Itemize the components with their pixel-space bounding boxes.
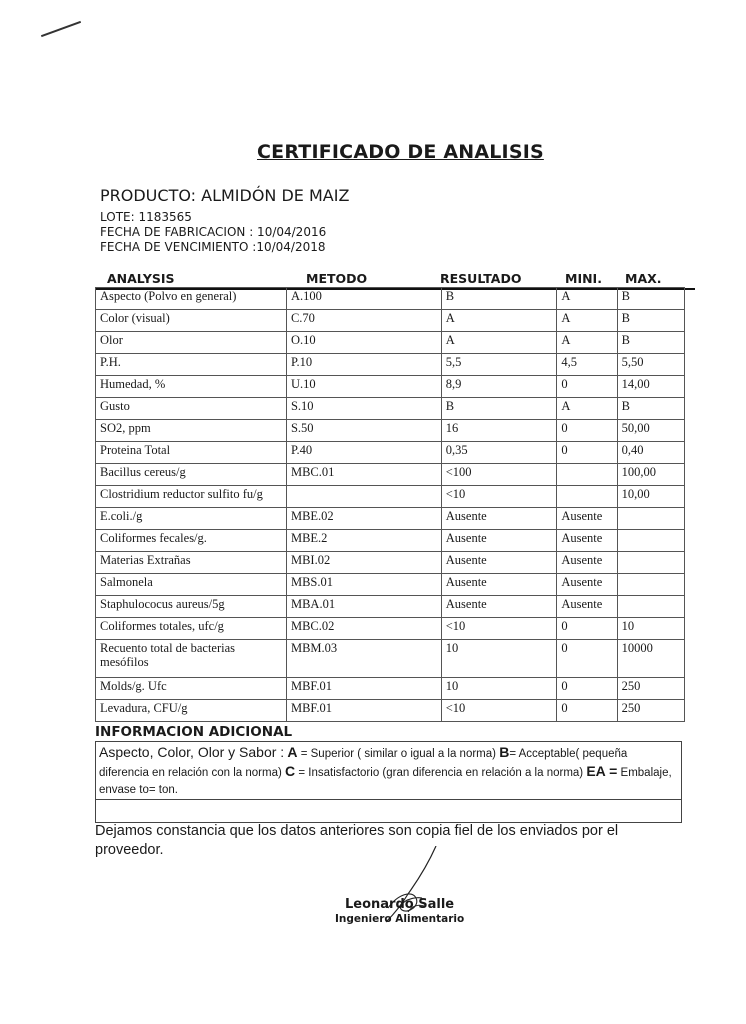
min-cell: A bbox=[557, 310, 617, 332]
legend-text bbox=[99, 744, 677, 799]
header-analysis: ANALYSIS bbox=[107, 271, 175, 286]
result-cell: B bbox=[441, 288, 557, 310]
header-mini: MINI. bbox=[565, 271, 602, 286]
legend-c-key: C bbox=[285, 763, 296, 779]
table-row bbox=[96, 618, 685, 640]
method-cell: MBF.01 bbox=[286, 700, 441, 722]
result-cell: Ausente bbox=[441, 530, 557, 552]
table-row bbox=[96, 354, 685, 376]
result-cell: <100 bbox=[441, 464, 557, 486]
table-row bbox=[96, 288, 685, 310]
table-row bbox=[96, 640, 685, 678]
max-cell: 50,00 bbox=[617, 420, 684, 442]
table-row bbox=[96, 376, 685, 398]
max-cell: 14,00 bbox=[617, 376, 684, 398]
min-cell: 4,5 bbox=[557, 354, 617, 376]
result-cell: Ausente bbox=[441, 596, 557, 618]
result-cell: Ausente bbox=[441, 574, 557, 596]
max-cell: B bbox=[617, 332, 684, 354]
header-resultado: RESULTADO bbox=[440, 271, 522, 286]
method-cell: S.50 bbox=[286, 420, 441, 442]
table-row bbox=[96, 486, 685, 508]
table-row bbox=[96, 420, 685, 442]
analysis-cell: Coliformes totales, ufc/g bbox=[96, 618, 287, 640]
signer-name: Leonardo Salle bbox=[345, 897, 455, 912]
analysis-cell: Staphulococus aureus/5g bbox=[96, 596, 287, 618]
method-cell: P.10 bbox=[286, 354, 441, 376]
min-cell: Ausente bbox=[557, 552, 617, 574]
expiration-date: FECHA DE VENCIMIENTO :10/04/2018 bbox=[100, 240, 326, 254]
legend-b-key: B bbox=[499, 744, 510, 760]
legend-a-key: A bbox=[287, 744, 298, 760]
method-cell: O.10 bbox=[286, 332, 441, 354]
max-cell: 10000 bbox=[617, 640, 684, 678]
analysis-cell: Clostridium reductor sulfito fu/g bbox=[96, 486, 287, 508]
analysis-cell: SO2, ppm bbox=[96, 420, 287, 442]
max-cell bbox=[617, 508, 684, 530]
result-cell: 0,35 bbox=[441, 442, 557, 464]
min-cell: A bbox=[557, 288, 617, 310]
analysis-table bbox=[95, 287, 685, 722]
signer-role: Ingeniero Alimentario bbox=[335, 913, 465, 925]
statement-text: Dejamos constancia que los datos anteriores son copia fiel de los enviados por el proveedor. bbox=[95, 823, 619, 858]
min-cell bbox=[557, 464, 617, 486]
table-row bbox=[96, 310, 685, 332]
result-cell: 10 bbox=[441, 640, 557, 678]
min-cell: A bbox=[557, 332, 617, 354]
max-cell bbox=[617, 596, 684, 618]
analysis-cell: Humedad, % bbox=[96, 376, 287, 398]
min-cell: Ausente bbox=[557, 574, 617, 596]
method-cell: A.100 bbox=[286, 288, 441, 310]
table-row bbox=[96, 596, 685, 618]
table-row bbox=[96, 700, 685, 722]
max-cell: 100,00 bbox=[617, 464, 684, 486]
additional-info-title: INFORMACION ADICIONAL bbox=[95, 724, 293, 740]
table-row bbox=[96, 574, 685, 596]
min-cell: 0 bbox=[557, 640, 617, 678]
min-cell: Ausente bbox=[557, 508, 617, 530]
result-cell: 16 bbox=[441, 420, 557, 442]
method-cell: S.10 bbox=[286, 398, 441, 420]
scan-pen-mark bbox=[41, 21, 81, 37]
method-cell: MBI.02 bbox=[286, 552, 441, 574]
analysis-cell: Gusto bbox=[96, 398, 287, 420]
method-cell: MBE.02 bbox=[286, 508, 441, 530]
max-cell bbox=[617, 574, 684, 596]
box-divider bbox=[96, 799, 681, 800]
analysis-cell: P.H. bbox=[96, 354, 287, 376]
table-row bbox=[96, 530, 685, 552]
analysis-cell: Bacillus cereus/g bbox=[96, 464, 287, 486]
analysis-cell: Color (visual) bbox=[96, 310, 287, 332]
header-metodo: METODO bbox=[306, 271, 368, 286]
table-row bbox=[96, 332, 685, 354]
min-cell: Ausente bbox=[557, 530, 617, 552]
method-cell: MBS.01 bbox=[286, 574, 441, 596]
max-cell: 5,50 bbox=[617, 354, 684, 376]
result-cell: Ausente bbox=[441, 508, 557, 530]
method-cell: C.70 bbox=[286, 310, 441, 332]
table-row bbox=[96, 678, 685, 700]
min-cell: Ausente bbox=[557, 596, 617, 618]
analysis-cell: Aspecto (Polvo en general) bbox=[96, 288, 287, 310]
max-cell: B bbox=[617, 398, 684, 420]
analysis-cell: Proteina Total bbox=[96, 442, 287, 464]
method-cell: MBA.01 bbox=[286, 596, 441, 618]
analysis-cell: Olor bbox=[96, 332, 287, 354]
min-cell: A bbox=[557, 398, 617, 420]
analysis-cell: Salmonela bbox=[96, 574, 287, 596]
max-cell bbox=[617, 552, 684, 574]
lot-number: LOTE: 1183565 bbox=[100, 210, 192, 224]
product-name: PRODUCTO: ALMIDÓN DE MAIZ bbox=[100, 186, 350, 205]
max-cell: 250 bbox=[617, 678, 684, 700]
min-cell: 0 bbox=[557, 420, 617, 442]
min-cell bbox=[557, 486, 617, 508]
method-cell bbox=[286, 486, 441, 508]
table-row bbox=[96, 508, 685, 530]
method-cell: MBE.2 bbox=[286, 530, 441, 552]
method-cell: MBM.03 bbox=[286, 640, 441, 678]
analysis-cell: Materias Extrañas bbox=[96, 552, 287, 574]
min-cell: 0 bbox=[557, 376, 617, 398]
document-title: CERTIFICADO DE ANALISIS bbox=[257, 141, 544, 163]
analysis-cell: E.coli./g bbox=[96, 508, 287, 530]
analysis-cell: Coliformes fecales/g. bbox=[96, 530, 287, 552]
analysis-cell: Molds/g. Ufc bbox=[96, 678, 287, 700]
legend-ea-key: EA = bbox=[586, 763, 618, 779]
legend-ea-text: Embalaje, envase to= ton. bbox=[99, 767, 672, 796]
result-cell: A bbox=[441, 310, 557, 332]
method-cell: MBF.01 bbox=[286, 678, 441, 700]
max-cell: 10,00 bbox=[617, 486, 684, 508]
min-cell: 0 bbox=[557, 442, 617, 464]
legend-a-text: = Superior ( similar o igual a la norma) bbox=[297, 748, 500, 760]
max-cell: 250 bbox=[617, 700, 684, 722]
header-max: MAX. bbox=[625, 271, 662, 286]
method-cell: P.40 bbox=[286, 442, 441, 464]
result-cell: A bbox=[441, 332, 557, 354]
analysis-cell: Levadura, CFU/g bbox=[96, 700, 287, 722]
max-cell: B bbox=[617, 288, 684, 310]
method-cell: MBC.01 bbox=[286, 464, 441, 486]
legend-intro: Aspecto, Color, Olor y Sabor : bbox=[99, 744, 285, 760]
result-cell: Ausente bbox=[441, 552, 557, 574]
max-cell bbox=[617, 530, 684, 552]
max-cell: 0,40 bbox=[617, 442, 684, 464]
result-cell: 5,5 bbox=[441, 354, 557, 376]
table-row bbox=[96, 552, 685, 574]
result-cell: B bbox=[441, 398, 557, 420]
result-cell: <10 bbox=[441, 486, 557, 508]
min-cell: 0 bbox=[557, 678, 617, 700]
method-cell: U.10 bbox=[286, 376, 441, 398]
legend-b-text: = Acceptable( pequeña diferencia en relación con la norma) bbox=[99, 748, 628, 779]
result-cell: <10 bbox=[441, 700, 557, 722]
min-cell: 0 bbox=[557, 700, 617, 722]
legend-c-text: = Insatisfactorio (gran diferencia en relación a la norma) bbox=[295, 767, 587, 779]
table-row bbox=[96, 464, 685, 486]
manufacture-date: FECHA DE FABRICACION : 10/04/2016 bbox=[100, 225, 327, 239]
max-cell: B bbox=[617, 310, 684, 332]
max-cell: 10 bbox=[617, 618, 684, 640]
min-cell: 0 bbox=[557, 618, 617, 640]
result-cell: <10 bbox=[441, 618, 557, 640]
analysis-cell: Recuento total de bacterias mesófilos bbox=[96, 640, 287, 678]
table-row bbox=[96, 398, 685, 420]
additional-info-box bbox=[95, 741, 682, 823]
result-cell: 8,9 bbox=[441, 376, 557, 398]
table-row bbox=[96, 442, 685, 464]
method-cell: MBC.02 bbox=[286, 618, 441, 640]
result-cell: 10 bbox=[441, 678, 557, 700]
